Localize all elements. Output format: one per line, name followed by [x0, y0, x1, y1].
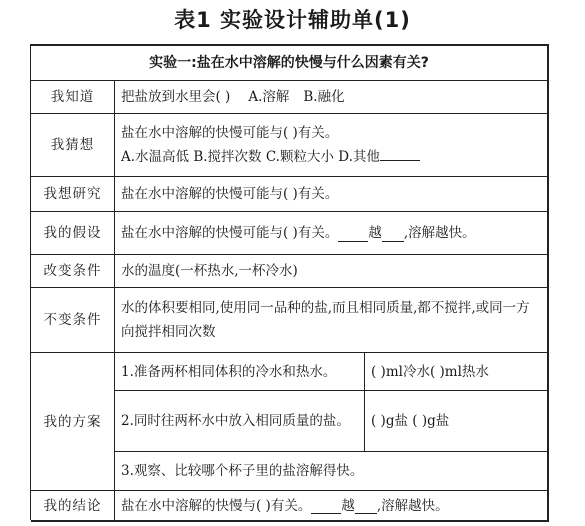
row-label-change: 改变条件: [31, 255, 115, 288]
hypothesis-prefix: 盐在水中溶解的快慢可能与( )有关。: [121, 225, 339, 241]
guess-line-1: 盐在水中溶解的快慢可能与( )有关。: [121, 125, 339, 141]
conclusion-mid: 越: [341, 497, 355, 514]
plan-step-1-fill: ( )ml冷水( )ml热水: [365, 353, 549, 391]
hypothesis-mid: 越: [368, 225, 382, 241]
plan-step-1: 1.准备两杯相同体积的冷水和热水。: [115, 353, 365, 391]
plan-step-2-fill: ( )g盐 ( )g盐: [365, 391, 549, 452]
change-text: 水的温度(一杯热水,一杯冷水): [115, 255, 549, 288]
plan-step-2: 2.同时往两杯水中放入相同质量的盐。: [115, 391, 365, 452]
row-label-fixed: 不变条件: [31, 288, 115, 353]
guess-options: A.水温高低 B.搅拌次数 C.颗粒大小 D.其他: [121, 149, 380, 165]
conclusion-content: [115, 491, 549, 522]
hypothesis-suffix: ,溶解越快。: [403, 225, 476, 241]
row-label-know: 我知道: [31, 81, 115, 114]
hypothesis-blank-2[interactable]: [382, 225, 404, 242]
table-title: 表1 实验设计辅助单(1): [174, 8, 411, 32]
conclusion-suffix: ,溶解越快。: [376, 497, 449, 514]
conclusion-blank-1[interactable]: [311, 497, 341, 514]
guess-line-2: [121, 144, 420, 168]
know-option-a: A.溶解: [248, 89, 290, 105]
study-text: 盐在水中溶解的快慢可能与( )有关。: [115, 177, 549, 212]
know-option-b: B.融化: [303, 89, 345, 105]
hypothesis-content: [115, 212, 549, 255]
hypothesis-blank-1[interactable]: [338, 225, 368, 242]
experiment-design-table: [30, 44, 549, 520]
guess-blank[interactable]: [380, 144, 420, 161]
fixed-text: 水的体积要相同,使用同一品种的盐,而且相同质量,都不搅拌,或同一方向搅拌相同次数: [115, 288, 549, 353]
row-label-study: 我想研究: [31, 177, 115, 212]
conclusion-blank-2[interactable]: [355, 497, 377, 514]
guess-content: [115, 114, 549, 177]
know-question: 把盐放到水里会( ): [121, 89, 231, 105]
row-label-conclusion: 我的结论: [31, 491, 115, 522]
row-label-hypothesis: 我的假设: [31, 212, 115, 255]
conclusion-prefix: 盐在水中溶解的快慢与( )有关。: [121, 497, 312, 514]
row-label-guess: 我猜想: [31, 114, 115, 177]
row-label-plan: 我的方案: [31, 353, 115, 491]
know-content: [115, 81, 549, 114]
experiment-header: 实验一:盐在水中溶解的快慢与什么因素有关?: [31, 46, 549, 81]
plan-step-3: 3.观察、比较哪个杯子里的盐溶解得快。: [115, 452, 549, 491]
